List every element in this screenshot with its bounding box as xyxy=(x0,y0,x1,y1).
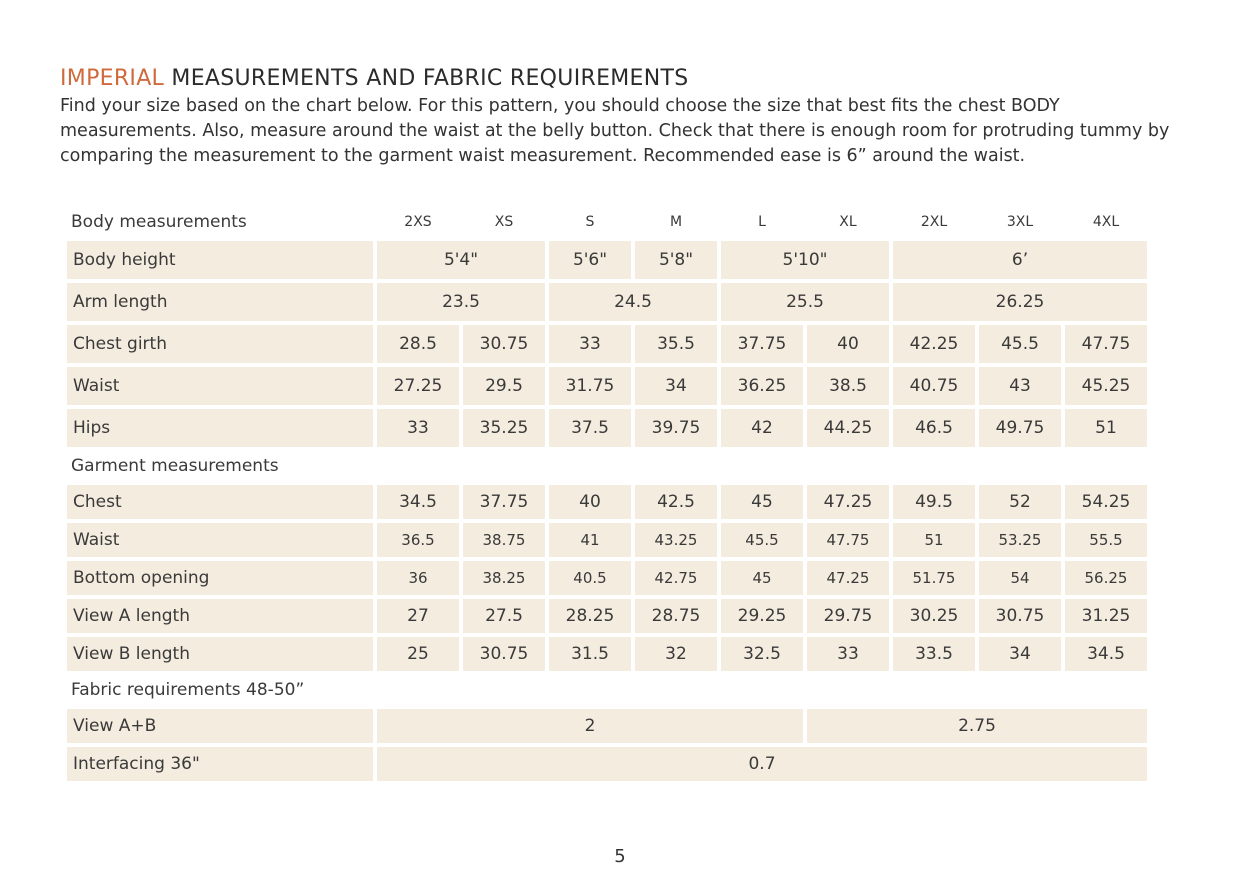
table-cell: 29.75 xyxy=(807,599,889,633)
table-cell: 5'4" xyxy=(377,241,545,279)
table-cell: 36.25 xyxy=(721,367,803,405)
table-cell: 30.75 xyxy=(463,637,545,671)
table-cell: 38.5 xyxy=(807,367,889,405)
size-chart-table xyxy=(63,203,1151,785)
heading-rest: MEASUREMENTS AND FABRIC REQUIREMENTS xyxy=(164,66,689,91)
table-cell: 27.5 xyxy=(463,599,545,633)
table-cell: 52 xyxy=(979,485,1061,519)
table-cell: 42.5 xyxy=(635,485,717,519)
heading-accent: IMPERIAL xyxy=(60,66,165,91)
row-label: Chest girth xyxy=(67,325,373,363)
row-label: Bottom opening xyxy=(67,561,373,595)
table-cell: 33 xyxy=(377,409,459,447)
size-header: 2XS xyxy=(404,214,432,230)
table-cell: 32.5 xyxy=(721,637,803,671)
table-cell: 47.75 xyxy=(1065,325,1147,363)
table-cell: 49.5 xyxy=(893,485,975,519)
table-cell: 25 xyxy=(377,637,459,671)
table-cell: 45 xyxy=(721,561,803,595)
table-row xyxy=(67,367,1147,405)
table-cell: 30.25 xyxy=(893,599,975,633)
table-cell: 31.25 xyxy=(1065,599,1147,633)
row-label: Body height xyxy=(67,241,373,279)
table-cell: 42.25 xyxy=(893,325,975,363)
table-cell: 43.25 xyxy=(635,523,717,557)
size-header: M xyxy=(669,214,683,230)
table-cell: 5'6" xyxy=(549,241,631,279)
row-label: Waist xyxy=(67,523,373,557)
table-cell: 2 xyxy=(377,709,803,743)
table-cell: 29.25 xyxy=(721,599,803,633)
size-header: S xyxy=(585,214,595,230)
table-cell: 47.25 xyxy=(807,485,889,519)
table-cell: 51.75 xyxy=(893,561,975,595)
page-number: 5 xyxy=(614,846,626,867)
table-cell: 44.25 xyxy=(807,409,889,447)
table-cell: 27.25 xyxy=(377,367,459,405)
row-label: Chest xyxy=(67,485,373,519)
table-row xyxy=(67,485,1147,519)
intro-text: Find your size based on the chart below. For this pattern, you should choose the size that best fits the chest BODY measurements. Also, measure around the waist at the belly button. Check that there is enough room for protruding tummy by comparing the measurement to the garment waist measurement. Recommended ease is 6” around the waist. xyxy=(60,96,1170,166)
table-row xyxy=(67,599,1147,633)
table-cell: 36 xyxy=(377,561,459,595)
table-cell: 47.75 xyxy=(807,523,889,557)
table-cell: 37.5 xyxy=(549,409,631,447)
table-cell: 0.7 xyxy=(377,747,1147,781)
section-row xyxy=(67,451,1147,481)
table-cell: 26.25 xyxy=(893,283,1147,321)
table-cell: 34 xyxy=(979,637,1061,671)
table-cell: 42.75 xyxy=(635,561,717,595)
table-cell: 30.75 xyxy=(463,325,545,363)
table-row xyxy=(67,325,1147,363)
row-label: View A length xyxy=(67,599,373,633)
table-cell: 45 xyxy=(721,485,803,519)
table-cell: 34 xyxy=(635,367,717,405)
section-title-body: Body measurements xyxy=(71,212,247,232)
table-cell: 31.75 xyxy=(549,367,631,405)
table-cell: 33 xyxy=(549,325,631,363)
table-cell: 40.5 xyxy=(549,561,631,595)
table-cell: 33 xyxy=(807,637,889,671)
table-cell: 37.75 xyxy=(463,485,545,519)
section-title-fabric: Fabric requirements 48-50” xyxy=(71,680,305,700)
table-row xyxy=(67,561,1147,595)
row-label: Interfacing 36" xyxy=(67,747,373,781)
table-cell: 49.75 xyxy=(979,409,1061,447)
table-cell: 23.5 xyxy=(377,283,545,321)
table-cell: 54.25 xyxy=(1065,485,1147,519)
row-label: Hips xyxy=(67,409,373,447)
page-heading xyxy=(60,66,689,91)
table-cell: 24.5 xyxy=(549,283,717,321)
table-row xyxy=(67,709,1147,743)
row-label: Arm length xyxy=(67,283,373,321)
table-row xyxy=(67,409,1147,447)
table-cell: 53.25 xyxy=(979,523,1061,557)
row-label: View B length xyxy=(67,637,373,671)
table-cell: 46.5 xyxy=(893,409,975,447)
table-cell: 5'10" xyxy=(721,241,889,279)
table-cell: 45.25 xyxy=(1065,367,1147,405)
table-cell: 5'8" xyxy=(635,241,717,279)
table-cell: 40 xyxy=(549,485,631,519)
table-cell: 25.5 xyxy=(721,283,889,321)
table-cell: 54 xyxy=(979,561,1061,595)
table-cell: 38.25 xyxy=(463,561,545,595)
table-cell: 39.75 xyxy=(635,409,717,447)
table-cell: 36.5 xyxy=(377,523,459,557)
table-cell: 47.25 xyxy=(807,561,889,595)
table-cell: 51 xyxy=(893,523,975,557)
table-cell: 30.75 xyxy=(979,599,1061,633)
size-header: 4XL xyxy=(1092,214,1120,230)
table-cell: 27 xyxy=(377,599,459,633)
section-title-garment: Garment measurements xyxy=(71,456,279,476)
row-label: Waist xyxy=(67,367,373,405)
table-cell: 28.5 xyxy=(377,325,459,363)
table-cell: 34.5 xyxy=(1065,637,1147,671)
size-header: XL xyxy=(839,214,857,230)
table-row xyxy=(67,241,1147,279)
table-cell: 40 xyxy=(807,325,889,363)
table-row xyxy=(67,747,1147,781)
table-cell: 38.75 xyxy=(463,523,545,557)
size-header: 2XL xyxy=(920,214,948,230)
section-row xyxy=(67,675,1147,705)
table-cell: 35.5 xyxy=(635,325,717,363)
table-cell: 45.5 xyxy=(979,325,1061,363)
row-label: View A+B xyxy=(67,709,373,743)
table-cell: 40.75 xyxy=(893,367,975,405)
table-cell: 34.5 xyxy=(377,485,459,519)
size-header: 3XL xyxy=(1006,214,1034,230)
table-cell: 37.75 xyxy=(721,325,803,363)
table-cell: 42 xyxy=(721,409,803,447)
table-cell: 33.5 xyxy=(893,637,975,671)
table-cell: 29.5 xyxy=(463,367,545,405)
table-cell: 2.75 xyxy=(807,709,1147,743)
table-cell: 32 xyxy=(635,637,717,671)
table-cell: 28.75 xyxy=(635,599,717,633)
table-cell: 41 xyxy=(549,523,631,557)
table-cell: 55.5 xyxy=(1065,523,1147,557)
size-header: L xyxy=(758,214,766,230)
table-cell: 51 xyxy=(1065,409,1147,447)
table-row xyxy=(67,523,1147,557)
table-cell: 56.25 xyxy=(1065,561,1147,595)
table-cell: 31.5 xyxy=(549,637,631,671)
table-cell: 35.25 xyxy=(463,409,545,447)
table-cell: 45.5 xyxy=(721,523,803,557)
size-header-row xyxy=(67,207,1147,237)
table-cell: 6’ xyxy=(893,241,1147,279)
table-cell: 28.25 xyxy=(549,599,631,633)
size-header: XS xyxy=(494,214,514,230)
table-row xyxy=(67,637,1147,671)
table-cell: 43 xyxy=(979,367,1061,405)
table-row xyxy=(67,283,1147,321)
